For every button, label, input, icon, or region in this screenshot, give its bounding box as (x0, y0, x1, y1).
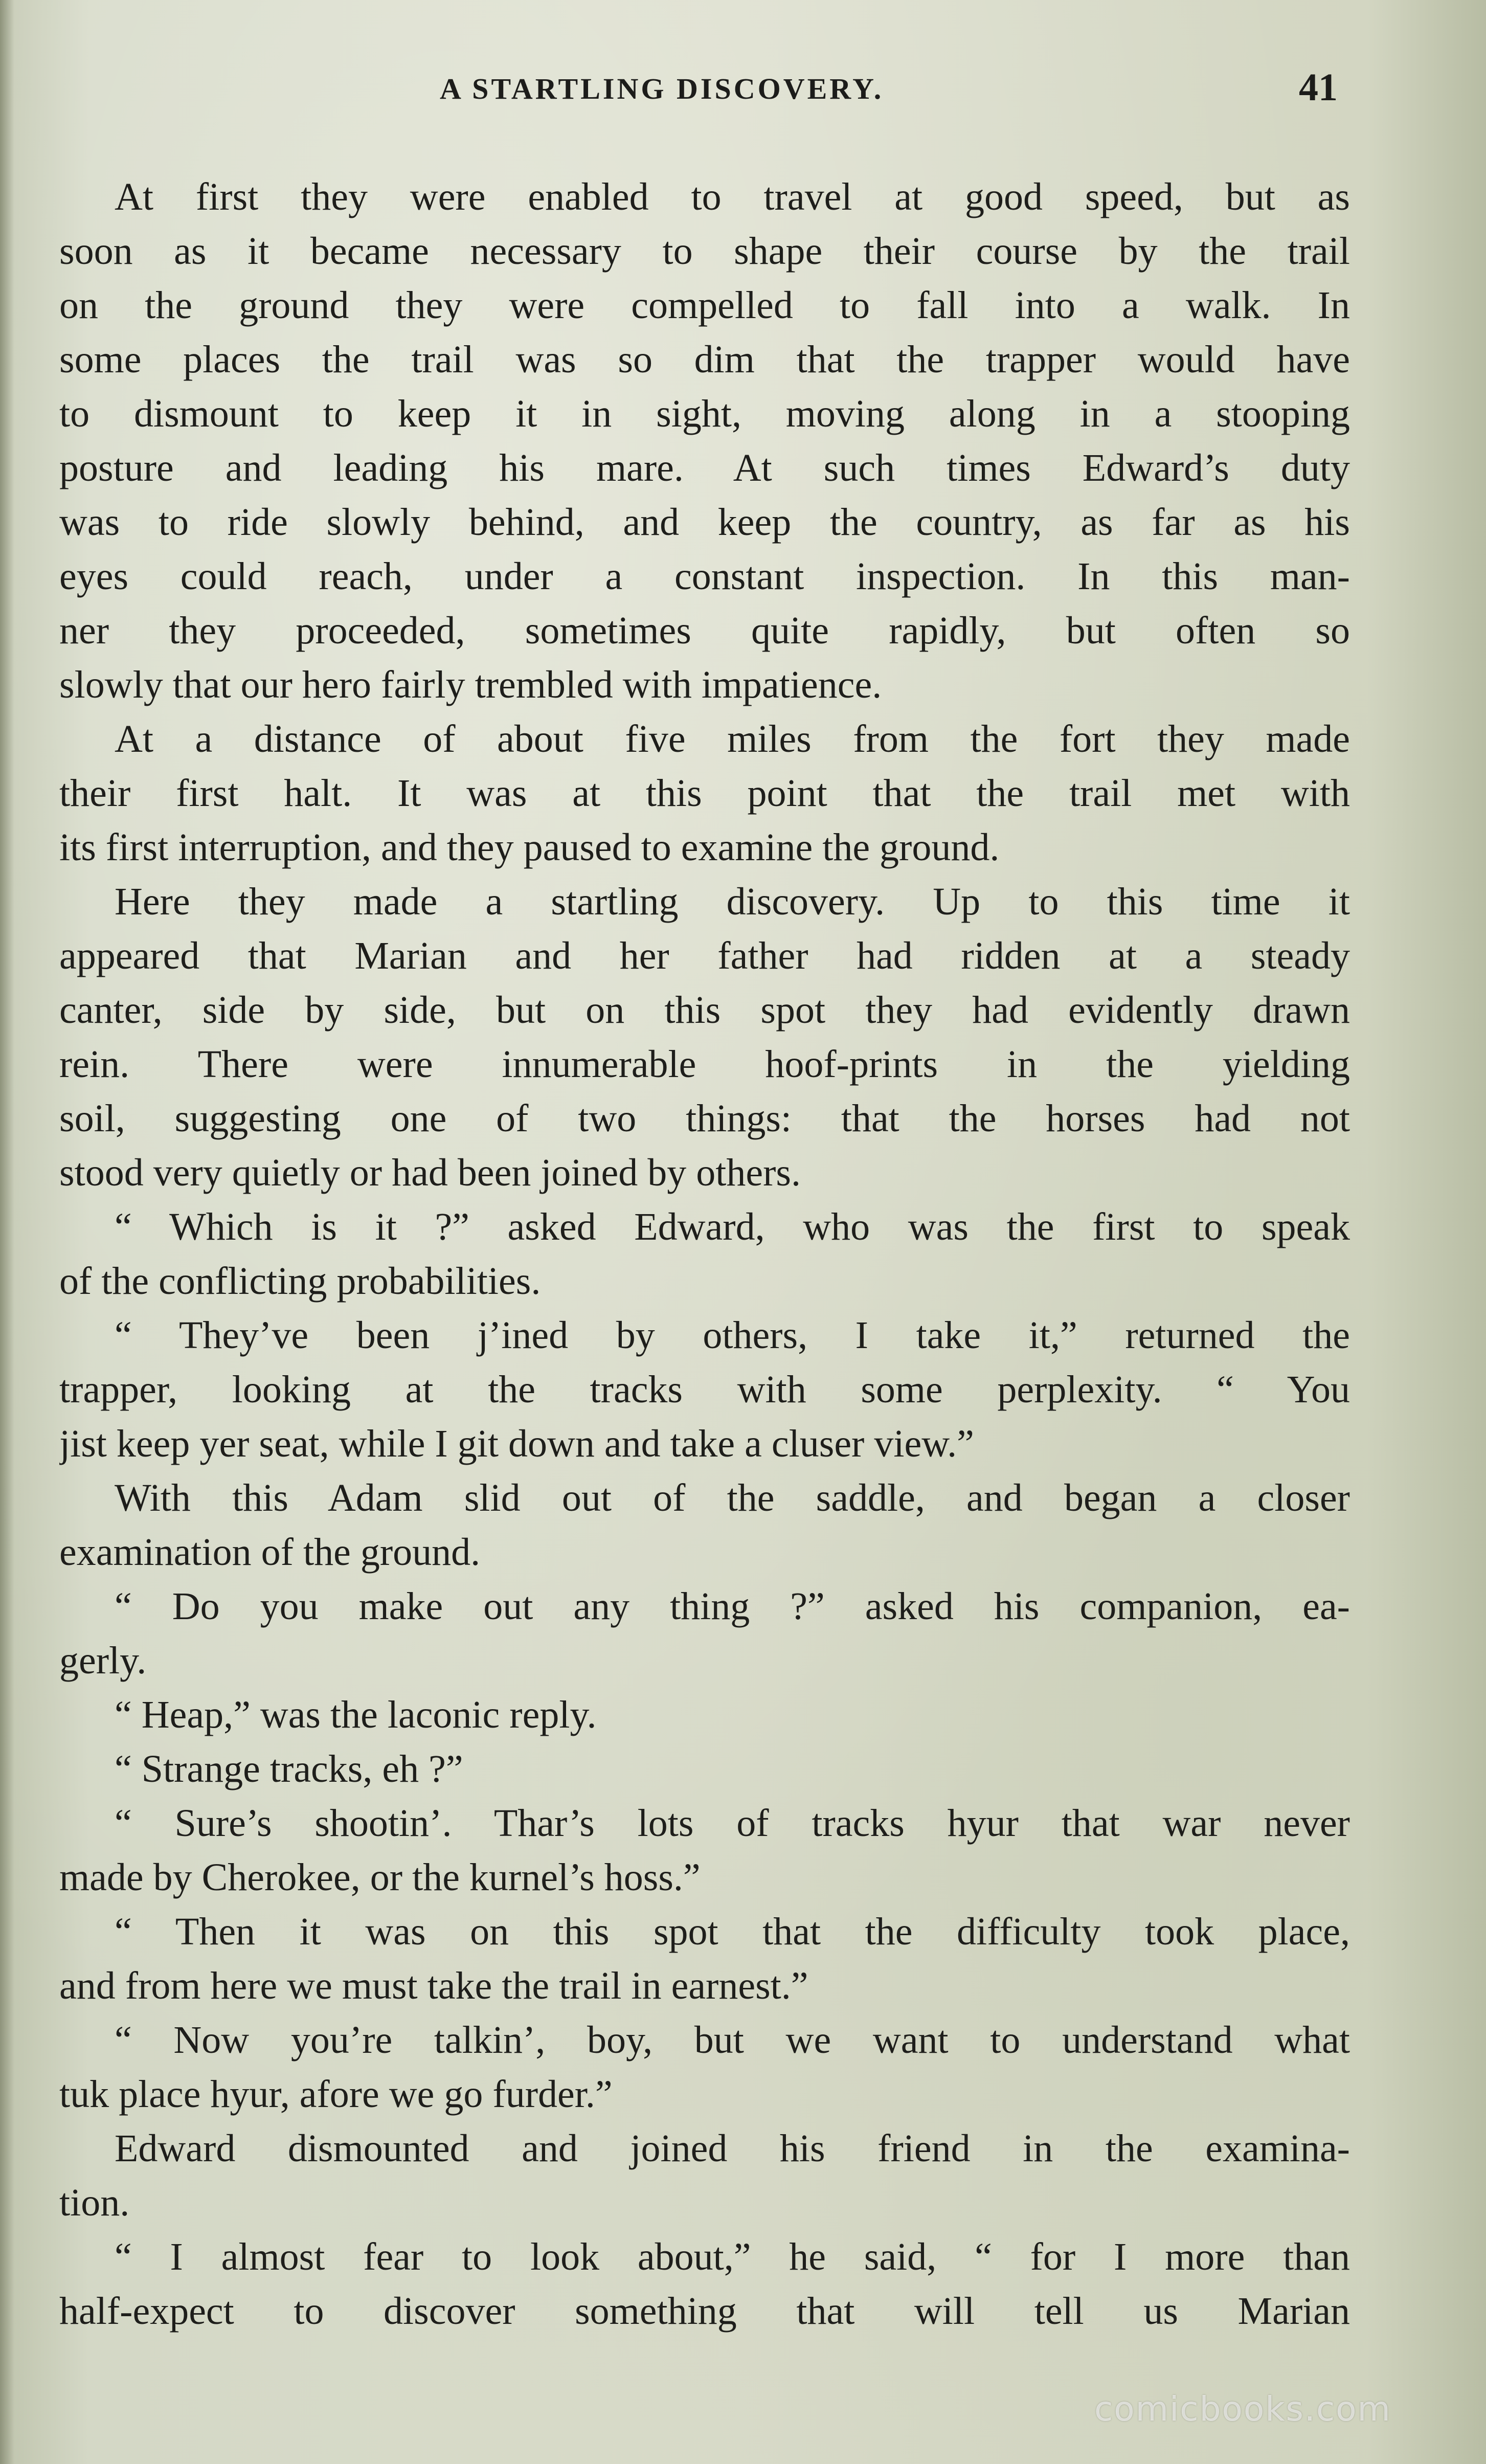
text-line: “ Heap,” was the laconic reply. (115, 1693, 597, 1736)
text-line: examination of the ground. (59, 1531, 481, 1574)
text-line: “ Then it was on this spot that the difficulty took place, (115, 1910, 1350, 1953)
text-line: to dismount to keep it in sight, moving along in a stooping (59, 392, 1350, 435)
text-line: At a distance of about five miles from the fort they made (115, 718, 1350, 760)
text-line: slowly that our hero fairly trembled with impatience. (59, 663, 882, 706)
text-line: half-expect to discover something that will tell us Marian (59, 2290, 1350, 2333)
text-line: “ I almost fear to look about,” he said, “ for I more than (115, 2235, 1350, 2278)
text-line: appeared that Marian and her father had ridden at a steady (59, 934, 1350, 977)
chapter-running-title: A STARTLING DISCOVERY. (440, 72, 884, 105)
text-line: “ Do you make out any thing ?” asked his companion, ea- (115, 1585, 1350, 1628)
text-line: tion. (59, 2181, 130, 2224)
text-line: With this Adam slid out of the saddle, and began a closer (115, 1476, 1350, 1519)
text-line: stood very quietly or had been joined by others. (59, 1151, 801, 1194)
text-line: trapper, looking at the tracks with some perplexity. “ You (59, 1368, 1350, 1411)
text-line: some places the trail was so dim that the trapper would have (59, 338, 1350, 381)
text-line: jist keep yer seat, while I git down and take a cluser view.” (59, 1422, 974, 1465)
text-line: their first halt. It was at this point that the trail met with (59, 772, 1350, 815)
text-line: At first they were enabled to travel at good speed, but as (115, 175, 1350, 218)
text-line: “ Sure’s shootin’. Thar’s lots of tracks hyur that war never (115, 1802, 1350, 1845)
text-line: soon as it became necessary to shape their course by the trail (59, 230, 1350, 273)
text-line: soil, suggesting one of two things: that the horses had not (59, 1097, 1350, 1140)
text-line: was to ride slowly behind, and keep the country, as far as his (59, 501, 1350, 544)
text-line: its first interruption, and they paused to examine the ground. (59, 826, 1000, 869)
text-line: eyes could reach, under a constant inspection. In this man- (59, 555, 1350, 598)
text-line: of the conflicting probabilities. (59, 1260, 541, 1303)
body-text (59, 170, 1350, 2338)
watermark-text: comicbooks.com (1094, 2389, 1391, 2429)
page-edge-shadow (0, 0, 14, 2464)
text-line: ner they proceeded, sometimes quite rapidly, but often so (59, 609, 1350, 652)
text-line: gerly. (59, 1639, 147, 1682)
text-line: “ They’ve been j’ined by others, I take it,” returned the (115, 1314, 1350, 1357)
text-line: posture and leading his mare. At such times Edward’s duty (59, 446, 1350, 489)
page-number: 41 (1299, 66, 1338, 109)
text-line: “ Now you’re talkin’, boy, but we want to understand what (115, 2019, 1350, 2062)
running-header (0, 66, 1486, 113)
text-line: Here they made a startling discovery. Up to this time it (115, 880, 1350, 923)
text-line: canter, side by side, but on this spot they had evidently drawn (59, 989, 1350, 1032)
text-line: tuk place hyur, afore we go furder.” (59, 2073, 613, 2116)
text-line: “ Which is it ?” asked Edward, who was the first to speak (115, 1205, 1350, 1248)
text-line: “ Strange tracks, eh ?” (115, 1748, 463, 1790)
text-line: and from here we must take the trail in earnest.” (59, 1964, 808, 2007)
text-line: on the ground they were compelled to fall into a walk. In (59, 284, 1350, 327)
text-line: made by Cherokee, or the kurnel’s hoss.” (59, 1856, 701, 1899)
text-line: rein. There were innumerable hoof-prints in the yielding (59, 1043, 1350, 1086)
text-line: Edward dismounted and joined his friend in the examina- (115, 2127, 1350, 2170)
